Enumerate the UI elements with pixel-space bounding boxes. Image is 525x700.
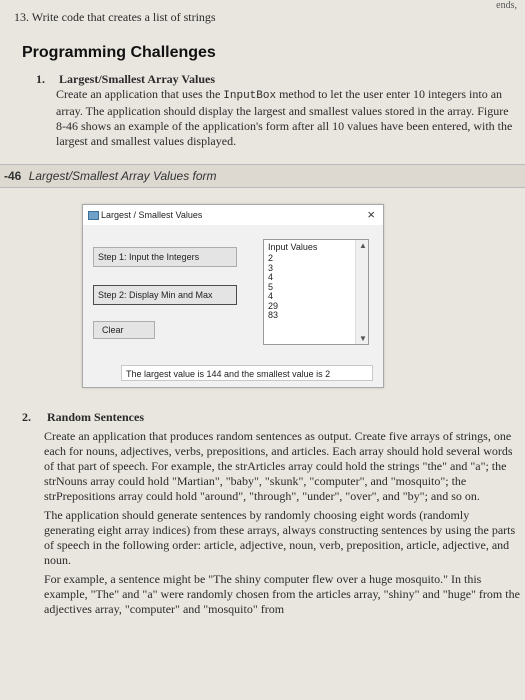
figure-title: Largest/Smallest Array Values form bbox=[28, 169, 217, 183]
form-icon bbox=[88, 211, 99, 220]
window-title: Largest / Smallest Values bbox=[101, 210, 203, 220]
list-item[interactable]: 3 bbox=[268, 262, 274, 273]
app-window bbox=[82, 204, 384, 388]
exercise-number: 1. bbox=[36, 72, 45, 86]
exercise-body-text: Create an application that uses the bbox=[56, 87, 224, 101]
exercise-2 bbox=[22, 410, 520, 621]
scroll-down-icon[interactable]: ▼ bbox=[359, 334, 367, 343]
listbox-header: Input Values bbox=[268, 242, 318, 252]
list-item[interactable]: 5 bbox=[268, 281, 274, 292]
listbox-scrollbar[interactable] bbox=[355, 240, 368, 344]
clear-button[interactable]: Clear bbox=[93, 321, 155, 339]
scroll-up-icon[interactable]: ▲ bbox=[359, 241, 367, 250]
exercise-paragraph: The application should generate sentences by randomly choosing eight words (randomly generating eight array indices) from these arrays, always constructing sentences by using the parts of speech in the following order: article, adjective, noun, verb, preposition, article, adjective, and noun. bbox=[44, 508, 516, 567]
exercise-13-line: 13. Write code that creates a list of strings bbox=[14, 10, 216, 24]
input-values-listbox[interactable] bbox=[263, 239, 369, 345]
exercise-body bbox=[36, 87, 521, 149]
exercise-paragraph: For example, a sentence might be "The shiny computer flew over a huge mosquito." In this example, "The" and "a" were randomly chosen from the articles array, "shiny" and "huge" from the adjectives array, "computer" and "mosquito" from bbox=[44, 572, 520, 616]
list-item[interactable]: 4 bbox=[268, 272, 274, 282]
list-item[interactable]: 4 bbox=[268, 291, 274, 301]
figure-number: -46 bbox=[4, 169, 22, 183]
list-item[interactable]: 2 bbox=[268, 253, 274, 263]
section-heading: Programming Challenges bbox=[22, 44, 216, 61]
inputbox-code: InputBox bbox=[223, 90, 277, 102]
exercise-title: Random Sentences bbox=[47, 410, 145, 424]
listbox-items bbox=[264, 254, 368, 321]
result-label: The largest value is 144 and the smallest value is 2 bbox=[121, 365, 373, 381]
input-integers-button[interactable]: Step 1: Input the Integers bbox=[93, 247, 237, 267]
exercise-title: Largest/Smallest Array Values bbox=[59, 72, 215, 86]
display-min-max-button[interactable]: Step 2: Display Min and Max bbox=[93, 285, 237, 305]
exercise-body-text-cont: method to let the user enter 10 integers into an array. The application should display the largest and smallest values stored in the array. Figure 8-46 shows an example of the application's form after all 10 values have been entered, with the largest and smallest values displayed. bbox=[56, 87, 513, 148]
close-icon[interactable]: × bbox=[367, 207, 375, 222]
top-right-fragment: ends, bbox=[496, 0, 517, 11]
list-item[interactable]: 29 bbox=[268, 300, 279, 311]
exercise-paragraph: Create an application that produces random sentences as output. Create five arrays of strings, one each for nouns, adjectives, verbs, prepositions, and articles. Each array should hold several words of that part of speech. For example, the strArticles array could hold the strings "the" and "a"; the strNouns array could hold "Martian", "baby", "skunk", "computer", and "mosquito"; the strPrepositions array could hold "around", "through", "under", "over", and "by"; and so on. bbox=[44, 429, 513, 503]
exercise-number: 2. bbox=[22, 410, 31, 424]
figure-caption bbox=[0, 164, 525, 188]
exercise-1 bbox=[36, 72, 521, 149]
window-titlebar bbox=[83, 205, 383, 225]
list-item[interactable]: 83 bbox=[268, 310, 279, 320]
